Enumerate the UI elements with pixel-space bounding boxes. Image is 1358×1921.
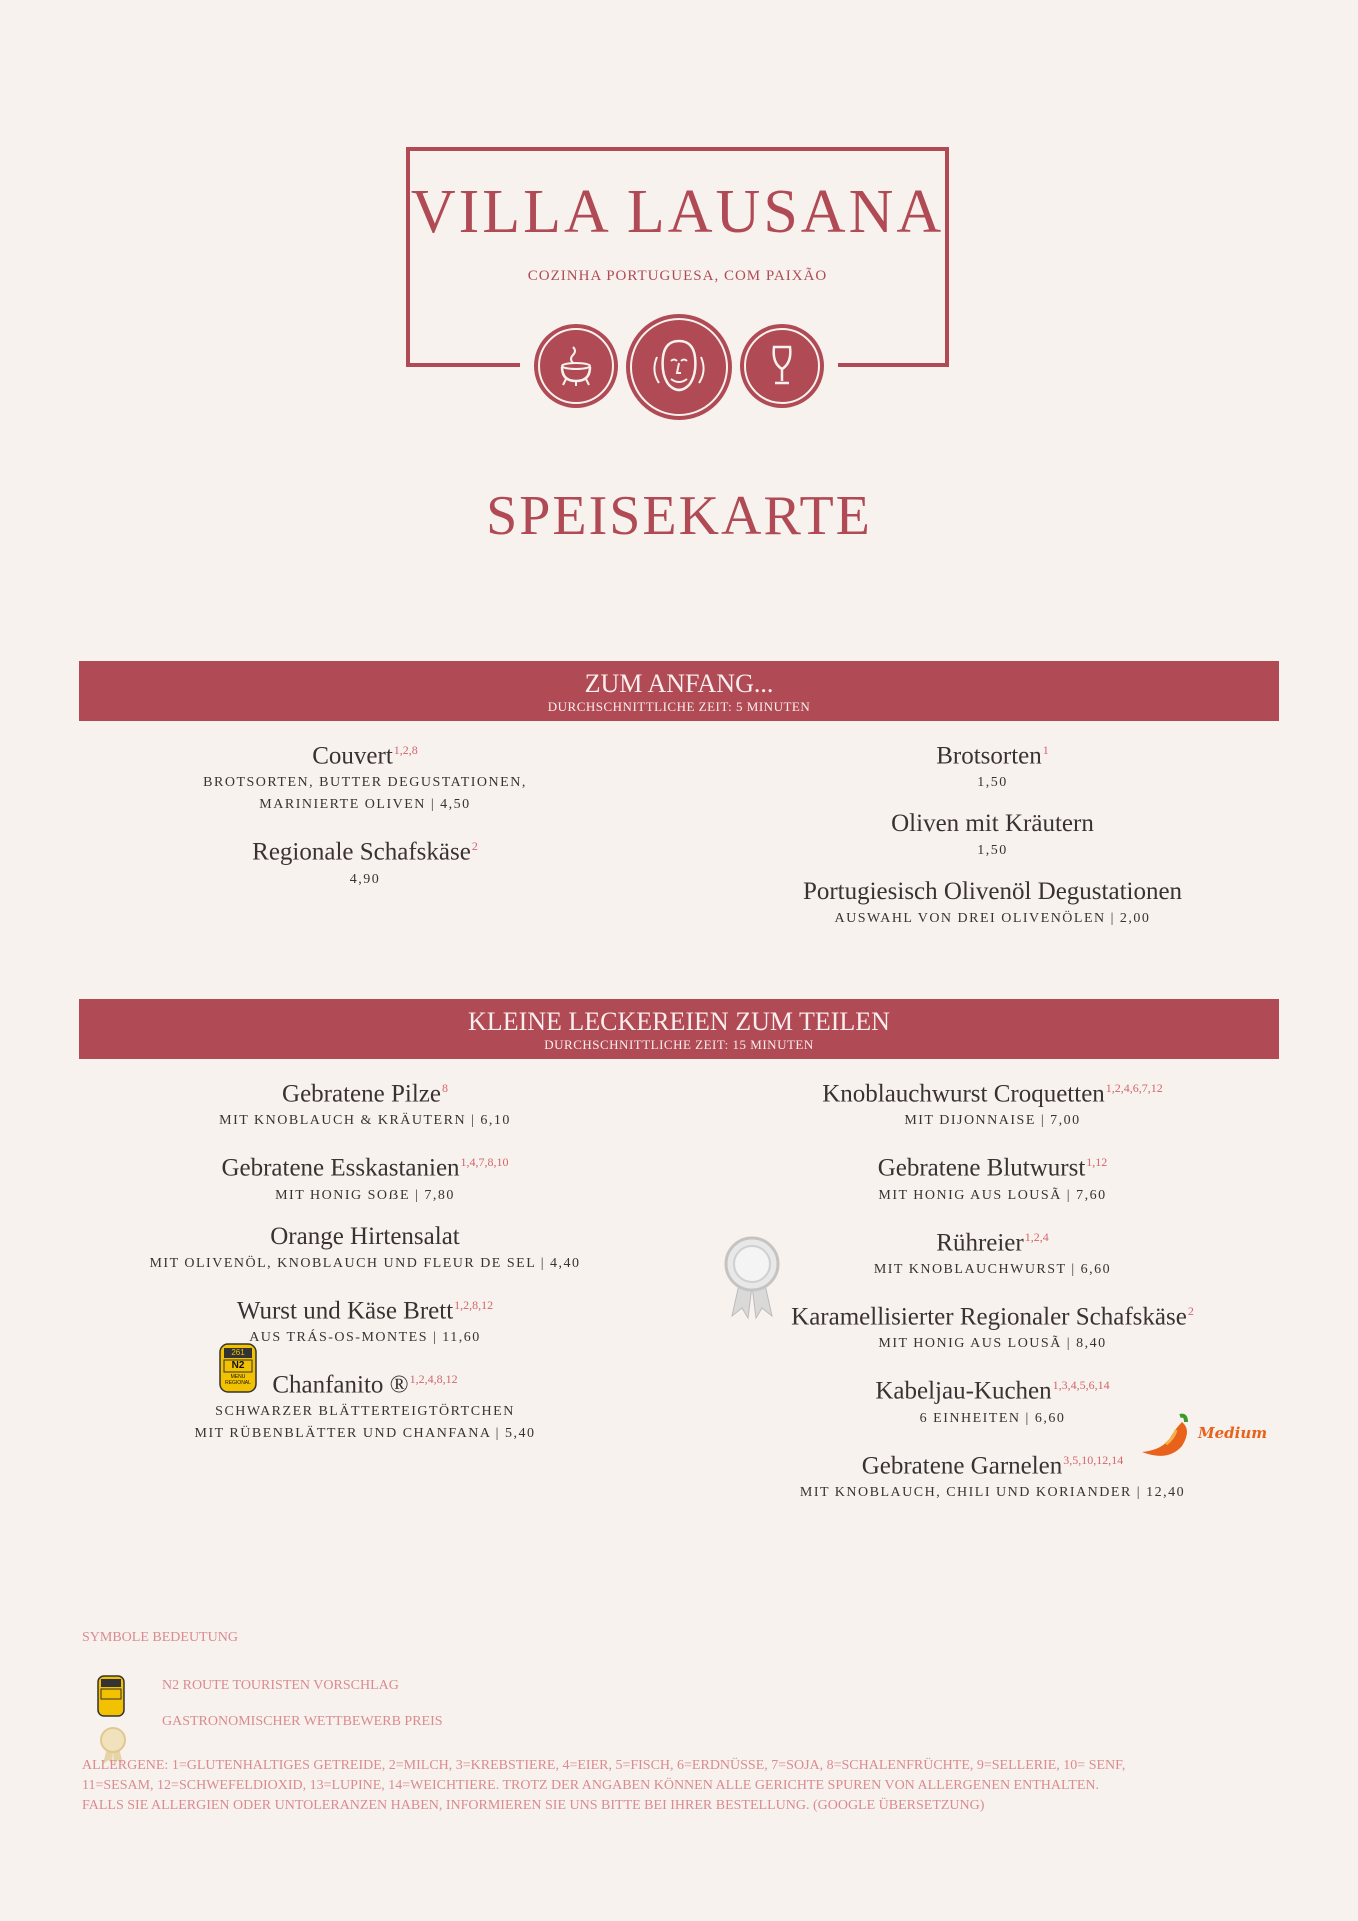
legend-award-text: GASTRONOMISCHER WETTBEWERB PREIS [162, 1714, 443, 1729]
cooking-pot-icon [534, 324, 618, 408]
item-description: MIT HONIG SOẞE | 7,80 [275, 1187, 455, 1203]
section-title: KLEINE LECKEREIEN ZUM TEILEN [468, 1007, 890, 1036]
logo-name: VILLA LAUSANA [410, 178, 945, 246]
item-name: Brotsorten [936, 742, 1042, 770]
menu-item [115, 1221, 615, 1275]
allergen-codes: 3,5,10,12,14 [1063, 1452, 1124, 1467]
item-name: Gebratene Esskastanien [221, 1154, 460, 1182]
section-header-sharing [79, 999, 1279, 1059]
allergen-line: FALLS SIE ALLERGIEN ODER UNTOLERANZEN HABEN, INFORMIEREN SIE UNS BITTE BEI IHRER BESTELLUNG. (GOOGLE ÜBERSETZUNG) [82, 1798, 985, 1813]
chili-label: Medium [1198, 1424, 1268, 1442]
allergen-codes: 1,2,4,6,7,12 [1105, 1081, 1163, 1095]
award-ribbon-icon [720, 1236, 784, 1326]
n2-route-badge-icon [218, 1340, 258, 1400]
item-description: AUSWAHL VON DREI OLIVENÖLEN | 2,00 [834, 911, 1151, 927]
item-description: 1,50 [977, 843, 1008, 859]
item-name: Kabeljau-Kuchen [875, 1377, 1052, 1405]
allergen-codes: 8 [441, 1081, 448, 1095]
item-description: 4,90 [349, 871, 381, 887]
item-description: MIT HONIG AUS LOUSÃ | 8,40 [878, 1336, 1107, 1352]
allergen-line: ALLERGENE: 1=GLUTENHALTIGES GETREIDE, 2=MILCH, 3=KREBSTIERE, 4=EIER, 5=FISCH, 6=ERDNÜSSE, 7=SOJA, 8=SCHALENFRÜCHTE, 9=SELLERIE, 10= SENF, [82, 1758, 1126, 1773]
item-name: Karamellisierter Regionaler Schafskäse [791, 1303, 1187, 1331]
allergen-codes: 1,12 [1086, 1155, 1108, 1170]
legend-n2-icon [96, 1674, 126, 1722]
menu-item [740, 734, 1245, 794]
allergen-codes: 1 [1042, 743, 1049, 757]
allergen-codes: 1,2,4,8,12 [409, 1371, 458, 1386]
legend-heading: SYMBOLE BEDEUTUNG [82, 1630, 238, 1645]
starters-left-column [130, 734, 600, 905]
item-description: MIT DIJONNAISE | 7,00 [904, 1113, 1081, 1129]
item-name: Orange Hirtensalat [270, 1222, 460, 1250]
section-title: ZUM ANFANG... [584, 669, 774, 698]
item-name: Knoblauchwurst Croquetten [822, 1080, 1105, 1108]
item-name: Couvert [312, 742, 393, 770]
menu-item [740, 1221, 1245, 1281]
item-description: 1,50 [977, 775, 1008, 791]
allergen-codes: 2 [1187, 1303, 1194, 1318]
logo-tagline: COZINHA PORTUGUESA, COM PAIXÃO [527, 268, 828, 284]
item-name: Gebratene Pilze [282, 1080, 441, 1108]
menu-item [115, 1289, 615, 1349]
item-name: Portugiesisch Olivenöl Degustationen [802, 878, 1183, 906]
item-description: MIT OLIVENÖL, KNOBLAUCH UND FLEUR DE SEL | 4,40 [149, 1255, 581, 1271]
starters-right-column [740, 734, 1245, 944]
item-name: Gebratene Blutwurst [877, 1154, 1086, 1182]
section-header-starters [79, 661, 1279, 721]
item-description: MIT KNOBLAUCH & KRÄUTERN | 6,10 [219, 1113, 511, 1129]
menu-item [740, 1295, 1245, 1355]
allergen-codes: 1,2,8,12 [454, 1297, 494, 1312]
wine-glass-icon [740, 324, 824, 408]
n2-badge-number: 261 [231, 1348, 245, 1357]
item-name: Rühreier [936, 1228, 1024, 1256]
item-description: MARINIERTE OLIVEN | 4,50 [259, 797, 471, 813]
menu-item [130, 734, 600, 816]
item-description: MIT KNOBLAUCH, CHILI UND KORIANDER | 12,40 [799, 1484, 1186, 1500]
item-description: AUS TRÁS-OS-MONTES | 11,60 [249, 1329, 481, 1345]
section-subtitle: DURCHSCHNITTLICHE ZEIT: 5 MINUTEN [547, 699, 811, 714]
menu-item [740, 1146, 1245, 1206]
allergen-codes: 1,4,7,8,10 [460, 1155, 509, 1170]
section-subtitle: DURCHSCHNITTLICHE ZEIT: 15 MINUTEN [544, 1037, 814, 1052]
legend-route-text: N2 ROUTE TOURISTEN VORSCHLAG [162, 1678, 399, 1693]
item-name: Chanfanito ® [272, 1371, 409, 1399]
item-name: Wurst und Käse Brett [236, 1296, 454, 1324]
allergen-codes: 1,2,4 [1024, 1229, 1049, 1244]
allergen-codes: 2 [471, 839, 478, 854]
menu-item [740, 876, 1245, 930]
menu-item [115, 1072, 615, 1132]
menu-item [740, 1072, 1245, 1132]
allergen-codes: 1,2,8 [393, 743, 418, 757]
menu-item [130, 830, 600, 890]
sharing-left-column [115, 1072, 615, 1459]
allergen-footer [82, 1756, 1282, 1816]
item-name: Oliven mit Kräutern [891, 810, 1094, 838]
n2-badge-menu: MENU REGIONAL [225, 1374, 251, 1386]
n2-badge-route: N2 [231, 1360, 245, 1371]
chili-medium-icon [1140, 1410, 1268, 1460]
menu-item [740, 808, 1245, 862]
item-name: Regionale Schafskäse [252, 838, 471, 866]
item-description: BROTSORTEN, BUTTER DEGUSTATIONEN, [203, 775, 527, 791]
item-description: MIT KNOBLAUCHWURST | 6,60 [873, 1261, 1112, 1277]
allergen-line: 11=SESAM, 12=SCHWEFELDIOXID, 13=LUPINE, 14=WEICHTIERE. TROTZ DER ANGABEN KÖNNEN ALLE GERICHTE SPUREN VON ALLERGENEN ENTHALTEN. [82, 1778, 1099, 1793]
page-title: SPEISEKARTE [486, 485, 872, 547]
item-description: MIT HONIG AUS LOUSÃ | 7,60 [878, 1187, 1107, 1203]
allergen-codes: 1,3,4,5,6,14 [1052, 1378, 1110, 1393]
item-description: MIT RÜBENBLÄTTER UND CHANFANA | 5,40 [194, 1426, 536, 1442]
item-name: Gebratene Garnelen [861, 1451, 1063, 1479]
item-description: 6 EINHEITEN | 6,60 [919, 1410, 1066, 1426]
item-description: SCHWARZER BLÄTTERTEIGTÖRTCHEN [215, 1404, 515, 1420]
faces-emblem-icon [626, 314, 732, 420]
menu-item [115, 1363, 615, 1445]
menu-item [115, 1146, 615, 1206]
